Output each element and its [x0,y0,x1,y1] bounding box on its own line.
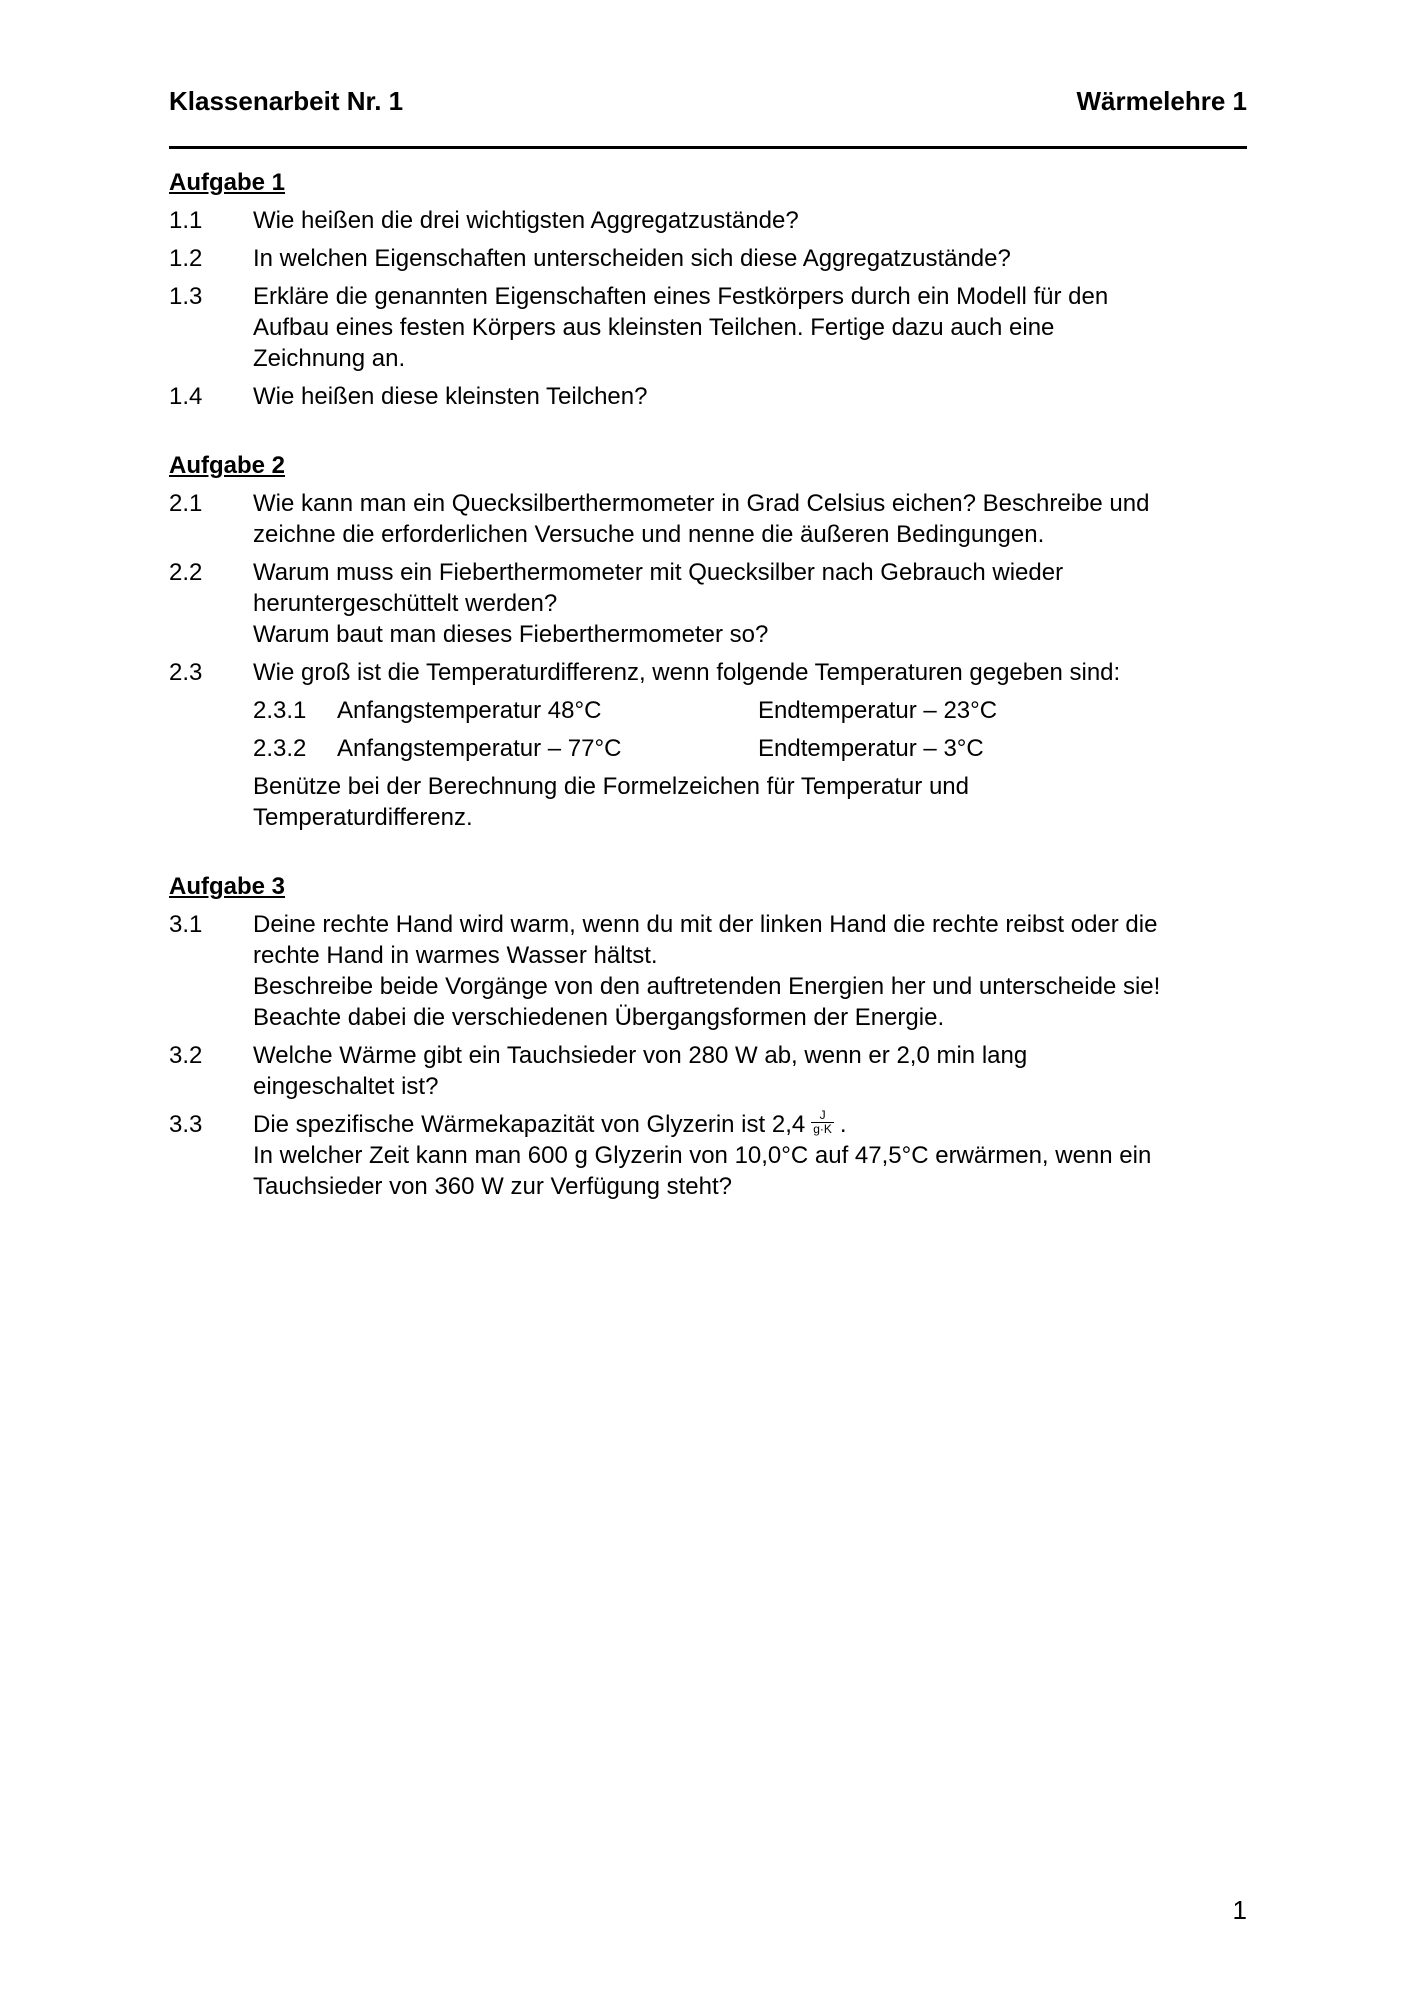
task-title: Aufgabe 1 [169,169,286,196]
question-text: Wie groß ist die Temperaturdifferenz, wenn folgende Temperaturen gegeben sind: [253,659,1121,686]
end-temperature: Endtemperatur – 23°C [758,697,998,724]
question-text: rechte Hand in warmes Wasser hältst. [253,942,658,969]
exam-content [169,167,1249,1240]
question-text: Warum baut man dieses Fieberthermometer so? [253,621,769,648]
question-text: Die spezifische Wärmekapazität von Glyzerin ist 2,4 [253,1111,806,1138]
note-text: Temperaturdifferenz. [253,804,473,831]
question-text: Deine rechte Hand wird warm, wenn du mit der linken Hand die rechte reibst oder die [253,911,1158,938]
question-text: Aufbau eines festen Körpers aus kleinsten Teilchen. Fertige dazu auch eine [253,314,1055,341]
question-1-2 [169,243,1249,274]
question-number: 2.1 [169,490,203,517]
question-number: 1.1 [169,207,203,234]
question-1-1 [169,205,1249,236]
start-temperature: Anfangstemperatur – 77°C [337,735,622,762]
subquestion-number: 2.3.2 [253,735,307,762]
end-temperature: Endtemperatur – 3°C [758,735,984,762]
question-text: Beachte dabei die verschiedenen Übergangsformen der Energie. [253,1004,945,1031]
question-2-1 [169,488,1249,550]
question-2-3 [169,657,1249,833]
question-number: 3.3 [169,1111,203,1138]
question-text: In welchen Eigenschaften unterscheiden sich diese Aggregatzustände? [253,245,1011,272]
unit-fraction [811,1109,834,1136]
question-text: Zeichnung an. [253,345,406,372]
header-subject: Wärmelehre 1 [1076,86,1247,116]
fraction-numerator: J [811,1109,834,1123]
task-3 [169,871,1249,1202]
start-temperature: Anfangstemperatur 48°C [337,697,602,724]
question-number: 2.2 [169,559,203,586]
question-2-2 [169,557,1249,650]
note-text: Benütze bei der Berechnung die Formelzeichen für Temperatur und [253,773,969,800]
question-text: heruntergeschüttelt werden? [253,590,558,617]
question-3-3 [169,1109,1249,1202]
question-text-with-unit [253,1109,1249,1140]
question-1-4 [169,381,1249,412]
question-text: Wie heißen die drei wichtigsten Aggregatzustände? [253,207,799,234]
question-text: Wie heißen diese kleinsten Teilchen? [253,383,648,410]
task-title: Aufgabe 3 [169,873,286,900]
question-number: 1.3 [169,283,203,310]
question-number: 3.1 [169,911,203,938]
header-title: Klassenarbeit Nr. 1 [169,86,404,116]
task-title: Aufgabe 2 [169,452,286,479]
subquestion-number: 2.3.1 [253,697,307,724]
task-1 [169,167,1249,412]
question-1-3 [169,281,1249,374]
question-number: 2.3 [169,659,203,686]
question-number: 1.2 [169,245,203,272]
question-text: Tauchsieder von 360 W zur Verfügung steht? [253,1173,732,1200]
question-3-1 [169,909,1249,1033]
question-text: Warum muss ein Fieberthermometer mit Quecksilber nach Gebrauch wieder [253,559,1064,586]
subquestion-2-3-2 [253,733,1249,764]
task-2 [169,450,1249,833]
question-text: Erkläre die genannten Eigenschaften eines Festkörpers durch ein Modell für den [253,283,1109,310]
page-header [169,86,1247,120]
question-text: Welche Wärme gibt ein Tauchsieder von 280 W ab, wenn er 2,0 min lang [253,1042,1028,1069]
question-text: Wie kann man ein Quecksilberthermometer in Grad Celsius eichen? Beschreibe und [253,490,1150,517]
question-number: 3.2 [169,1042,203,1069]
fraction-denominator: g·K [813,1122,832,1137]
question-number: 1.4 [169,383,203,410]
question-3-2 [169,1040,1249,1102]
question-text: zeichne die erforderlichen Versuche und nenne die äußeren Bedingungen. [253,521,1045,548]
subquestion-2-3-1 [253,695,1249,726]
page-number: 1 [1232,1895,1247,1925]
question-text: Beschreibe beide Vorgänge von den auftretenden Energien her und unterscheide sie! [253,973,1161,1000]
question-text: In welcher Zeit kann man 600 g Glyzerin von 10,0°C auf 47,5°C erwärmen, wenn ein [253,1142,1152,1169]
question-text: eingeschaltet ist? [253,1073,439,1100]
header-rule [169,146,1247,149]
question-text: . [839,1111,847,1138]
